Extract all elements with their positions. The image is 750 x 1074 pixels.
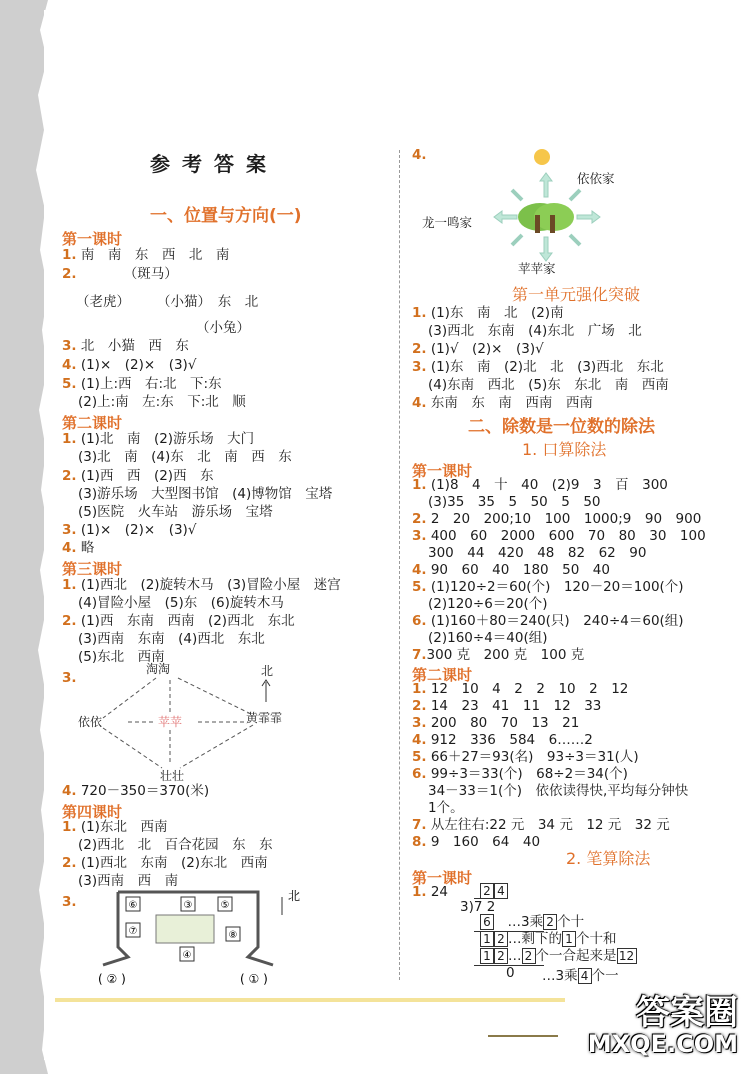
- lesson2-heading: 第二课时: [412, 666, 473, 684]
- answer-row: (3)游乐场 大型图书馆 (4)博物馆 宝塔: [78, 486, 333, 502]
- answer-row: 1. (1)8 4 十 40 (2)9 3 百 300: [412, 477, 668, 493]
- answer-row: (3)西南 西 南: [78, 873, 179, 889]
- answer-row: 4. 912 336 584 6……2: [412, 732, 593, 748]
- lesson1-heading: 第一课时: [62, 230, 123, 248]
- answer-row: 1. (1)东北 西南: [62, 819, 168, 835]
- answer-row: 2. (1)√ (2)× (3)√: [412, 341, 544, 357]
- answer-row: 4. 东南 东 南 西南 西南: [412, 395, 593, 411]
- answer-row: 1. 24: [412, 884, 449, 900]
- label-zhuangzhuang: 壮壮: [160, 769, 185, 783]
- lesson1-heading: 第一课时: [412, 462, 473, 480]
- division-row: 1 2 … 2 个一合起来是 12: [480, 948, 637, 965]
- subsection-written-division: 2. 笔算除法: [566, 849, 651, 868]
- map-answer-left: ( ② ): [98, 972, 126, 986]
- answer-row: 2. (1)西 东南 西南 (2)西北 东北: [62, 613, 295, 629]
- map-box-3: ③: [183, 900, 193, 911]
- map-answer-right: ( ① ): [240, 972, 268, 986]
- answer-row: 6. 99÷3＝33(个) 68÷2＝34(个): [412, 766, 628, 782]
- answer-row: (4)东南 西北 (5)东 东北 南 西南: [428, 377, 669, 393]
- column-divider: [399, 150, 400, 980]
- division-row: …3乘 4 个一: [542, 968, 619, 984]
- answer-row: (3)西北 东南 (4)东北 广场 北: [428, 323, 642, 339]
- label-huangfeifei: 黄霏霏: [246, 711, 283, 725]
- answer-row: 3. 200 80 70 13 21: [412, 715, 580, 731]
- label-pingping-home: 苹苹家: [518, 261, 556, 275]
- answer-row: 4.: [412, 147, 427, 163]
- answer-row: 2. 14 23 41 11 12 33: [412, 698, 602, 714]
- answer-row: 6. (1)160＋80＝240(只) 240÷4＝60(组): [412, 613, 684, 629]
- map-north-label: 北: [288, 889, 301, 903]
- answer-row: 34－33＝1(个) 依依读得快,平均每分钟快: [428, 783, 689, 799]
- park-map-diagram: [98, 887, 308, 987]
- house-direction-diagram: [422, 145, 652, 275]
- label-pingping: 苹苹: [158, 715, 183, 729]
- map-box-7: ⑦: [128, 926, 138, 937]
- answer-row: 4. (1)× (2)× (3)√: [62, 357, 197, 373]
- footer-bar: [55, 998, 565, 1002]
- answer-row: 2. （斑马）: [62, 266, 178, 282]
- page-title: 参考答案: [150, 152, 278, 176]
- answer-row: 1. (1)北 南 (2)游乐场 大门: [62, 431, 255, 447]
- division-row: 6 …3乘 2 个十: [480, 914, 584, 931]
- division-row: 1 2 …剩下的 1 个十和: [480, 931, 617, 948]
- lesson4-heading: 第四课时: [62, 803, 123, 821]
- answer-row: (2)160÷4＝40(组): [428, 630, 548, 646]
- division-remainder: 0: [506, 965, 515, 981]
- answer-row: (2)西北 北 百合花园 东 东: [78, 837, 273, 853]
- map-box-6: ⑥: [128, 900, 138, 911]
- answer-row: (5)医院 火车站 游乐场 宝塔: [78, 504, 273, 520]
- answer-row: 4. 90 60 40 180 50 40: [412, 562, 610, 578]
- answer-row: 8. 9 160 64 40: [412, 834, 541, 850]
- division-row: 3)7 2: [460, 899, 496, 915]
- north-label: 北: [261, 664, 274, 678]
- answer-row: (3)35 35 5 50 5 50: [428, 494, 601, 510]
- answer-row: （小兔）: [196, 320, 250, 336]
- label-yiyi-home: 依依家: [577, 171, 615, 186]
- map-box-8: ⑧: [228, 930, 238, 941]
- answer-row: 2. (1)西北 东南 (2)东北 西南: [62, 855, 268, 871]
- answer-page: [44, 10, 744, 1060]
- answer-row: 5. 66＋27＝93(名) 93÷3＝31(人): [412, 749, 639, 765]
- answer-row: 4. 略: [62, 540, 95, 556]
- division-quotient: 2 4: [480, 883, 508, 900]
- torn-edge: [0, 0, 48, 1074]
- answer-row: 3. 北 小猫 西 东: [62, 338, 189, 354]
- lesson2-heading: 第二课时: [62, 414, 123, 432]
- answer-row: 7.300 克 200 克 100 克: [412, 647, 585, 663]
- answer-row: 5. (1)上:西 右:北 下:东: [62, 376, 222, 392]
- label-taotao: 淘淘: [146, 662, 171, 676]
- lesson1b-heading: 第一课时: [412, 869, 473, 887]
- unit2-title: 二、除数是一位数的除法: [468, 417, 655, 437]
- answer-row: (3)西南 东南 (4)西北 东北: [78, 631, 265, 647]
- answer-row: (3)北 南 (4)东 北 南 西 东: [78, 449, 292, 465]
- answer-row: 1. 12 10 4 2 2 10 2 12: [412, 681, 629, 697]
- answer-row: 1. 南 南 东 西 北 南: [62, 247, 230, 263]
- answer-row: (4)冒险小屋 (5)东 (6)旋转木马: [78, 595, 284, 611]
- answer-row: 3. (1)东 南 (2)北 北 (3)西北 东北: [412, 359, 664, 375]
- answer-row: (2)上:南 左:东 下:北 顺: [78, 394, 246, 410]
- subsection-oral-division: 1. 口算除法: [522, 440, 607, 459]
- unit1-title: 一、位置与方向(一): [150, 206, 302, 226]
- answer-row: 3. (1)× (2)× (3)√: [62, 522, 197, 538]
- lesson3-heading: 第三课时: [62, 560, 123, 578]
- watermark-logo: 答案圈: [636, 993, 738, 1033]
- answer-row: (2)120÷6＝20(个): [428, 596, 548, 612]
- answer-row: （老虎） （小猫） 东 北: [76, 294, 259, 310]
- answer-row: 5. (1)120÷2＝60(个) 120－20＝100(个): [412, 579, 684, 595]
- answer-row: (5)东北 西南: [78, 649, 165, 665]
- answer-row: 3.: [62, 894, 77, 910]
- unit1-reinforcement-heading: 第一单元强化突破: [512, 285, 641, 304]
- answer-row: 2. 2 20 200;10 100 1000;9 90 900: [412, 511, 702, 527]
- map-box-5: ⑤: [220, 900, 230, 911]
- answer-row: 1. (1)东 南 北 (2)南: [412, 305, 564, 321]
- answer-row: 3.: [62, 670, 77, 686]
- sun-icon: [534, 149, 550, 165]
- watermark-url: MXQE.COM: [587, 1030, 738, 1058]
- map-box-4: ④: [182, 950, 192, 961]
- answer-row: 2. (1)西 西 (2)西 东: [62, 468, 214, 484]
- footer-line: [488, 1035, 558, 1037]
- answer-row: 7. 从左往右:22 元 34 元 12 元 32 元: [412, 817, 670, 833]
- label-yiyi: 依依: [78, 715, 103, 729]
- label-longyiming-home: 龙一鸣家: [422, 215, 473, 230]
- direction-diagram: [78, 660, 308, 785]
- answer-row: 1. (1)西北 (2)旋转木马 (3)冒险小屋 迷宫: [62, 577, 341, 593]
- answer-row: 3. 400 60 2000 600 70 80 30 100: [412, 528, 706, 544]
- answer-row: 1个。: [428, 800, 464, 816]
- answer-row: 300 44 420 48 82 62 90: [428, 545, 647, 561]
- answer-row: 4. 720－350＝370(米): [62, 783, 210, 799]
